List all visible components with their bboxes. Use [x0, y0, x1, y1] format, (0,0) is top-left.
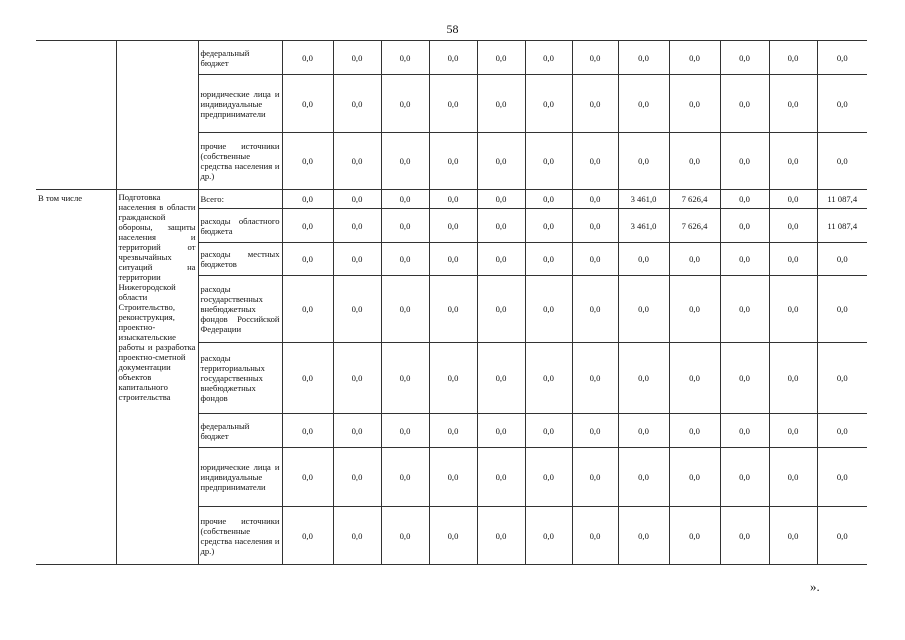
value-cell: 0,0: [720, 41, 769, 75]
value-cell: 0,0: [720, 133, 769, 190]
value-cell: 0,0: [817, 343, 867, 414]
value-cell: 11 087,4: [817, 209, 867, 243]
funding-source-cell: юридические лица и индивидуальные предприниматели: [198, 75, 282, 133]
value-cell: 0,0: [525, 448, 572, 507]
value-cell: 0,0: [572, 448, 618, 507]
measure-cell: Подготовка населения в области гражданской обороны, защиты населения и территорий от чрезвычайных ситуаций на территории Нижегородской области Строительство, реконструкция, проектно-изыскательские работы и разработка проектно-сметной документации объектов капитального строительства: [116, 190, 198, 565]
value-cell: 0,0: [282, 75, 333, 133]
value-cell: 0,0: [381, 41, 429, 75]
value-cell: 0,0: [381, 190, 429, 209]
value-cell: 0,0: [333, 414, 381, 448]
value-cell: 0,0: [720, 75, 769, 133]
value-cell: 0,0: [333, 448, 381, 507]
value-cell: 0,0: [669, 507, 720, 565]
value-cell: 3 461,0: [618, 190, 669, 209]
value-cell: 0,0: [769, 448, 817, 507]
value-cell: 0,0: [381, 209, 429, 243]
value-cell: 0,0: [720, 507, 769, 565]
value-cell: 0,0: [769, 209, 817, 243]
value-cell: 0,0: [720, 414, 769, 448]
value-cell: 0,0: [817, 507, 867, 565]
value-cell: 0,0: [769, 133, 817, 190]
value-cell: 0,0: [720, 243, 769, 276]
value-cell: 0,0: [720, 448, 769, 507]
value-cell: 0,0: [429, 133, 477, 190]
value-cell: 0,0: [669, 343, 720, 414]
value-cell: 0,0: [333, 243, 381, 276]
value-cell: 0,0: [333, 209, 381, 243]
value-cell: 0,0: [720, 209, 769, 243]
funding-source-cell: прочие источники (собственные средства населения и др.): [198, 507, 282, 565]
value-cell: 0,0: [429, 243, 477, 276]
value-cell: 0,0: [618, 133, 669, 190]
value-cell: 0,0: [381, 343, 429, 414]
value-cell: 0,0: [477, 276, 525, 343]
value-cell: 0,0: [381, 414, 429, 448]
value-cell: 0,0: [572, 133, 618, 190]
funding-table: [36, 40, 867, 565]
value-cell: 0,0: [669, 243, 720, 276]
value-cell: 0,0: [477, 133, 525, 190]
value-cell: 0,0: [669, 75, 720, 133]
value-cell: 0,0: [669, 133, 720, 190]
value-cell: 3 461,0: [618, 209, 669, 243]
value-cell: 0,0: [618, 507, 669, 565]
value-cell: 0,0: [769, 190, 817, 209]
funding-source-cell: юридические лица и индивидуальные предприниматели: [198, 448, 282, 507]
value-cell: 0,0: [477, 75, 525, 133]
value-cell: 0,0: [525, 133, 572, 190]
value-cell: 0,0: [618, 414, 669, 448]
value-cell: 0,0: [769, 414, 817, 448]
value-cell: 0,0: [572, 414, 618, 448]
value-cell: 0,0: [525, 75, 572, 133]
value-cell: 0,0: [618, 75, 669, 133]
category-cell: В том числе: [36, 190, 116, 565]
value-cell: 0,0: [477, 41, 525, 75]
value-cell: 0,0: [477, 343, 525, 414]
value-cell: 0,0: [429, 276, 477, 343]
measure-cell: [116, 41, 198, 190]
value-cell: 0,0: [769, 243, 817, 276]
value-cell: 0,0: [769, 75, 817, 133]
funding-source-cell: расходы областного бюджета: [198, 209, 282, 243]
value-cell: 0,0: [669, 41, 720, 75]
funding-source-cell: прочие источники (собственные средства населения и др.): [198, 133, 282, 190]
funding-source-cell: федеральный бюджет: [198, 414, 282, 448]
funding-source-cell: расходы местных бюджетов: [198, 243, 282, 276]
value-cell: 0,0: [282, 209, 333, 243]
value-cell: 0,0: [572, 243, 618, 276]
value-cell: 0,0: [817, 41, 867, 75]
value-cell: 0,0: [572, 276, 618, 343]
value-cell: 0,0: [429, 190, 477, 209]
value-cell: 7 626,4: [669, 190, 720, 209]
value-cell: 0,0: [477, 190, 525, 209]
value-cell: 11 087,4: [817, 190, 867, 209]
value-cell: 0,0: [282, 41, 333, 75]
main-block-row: [36, 190, 867, 209]
value-cell: 0,0: [477, 414, 525, 448]
value-cell: 0,0: [769, 507, 817, 565]
funding-source-cell: Всего:: [198, 190, 282, 209]
value-cell: 0,0: [429, 209, 477, 243]
value-cell: 0,0: [282, 507, 333, 565]
value-cell: 0,0: [381, 507, 429, 565]
value-cell: 0,0: [572, 343, 618, 414]
value-cell: 0,0: [333, 276, 381, 343]
value-cell: 0,0: [720, 190, 769, 209]
value-cell: 0,0: [381, 243, 429, 276]
value-cell: 0,0: [769, 276, 817, 343]
value-cell: 0,0: [525, 507, 572, 565]
value-cell: 0,0: [817, 276, 867, 343]
value-cell: 0,0: [333, 343, 381, 414]
value-cell: 0,0: [769, 41, 817, 75]
value-cell: 0,0: [720, 343, 769, 414]
value-cell: 0,0: [282, 448, 333, 507]
value-cell: 0,0: [572, 507, 618, 565]
value-cell: 0,0: [572, 190, 618, 209]
value-cell: 0,0: [525, 414, 572, 448]
value-cell: 0,0: [429, 507, 477, 565]
value-cell: 0,0: [618, 41, 669, 75]
value-cell: 0,0: [817, 133, 867, 190]
value-cell: 0,0: [720, 276, 769, 343]
value-cell: 0,0: [525, 41, 572, 75]
value-cell: 0,0: [333, 75, 381, 133]
value-cell: 0,0: [282, 414, 333, 448]
value-cell: 0,0: [282, 276, 333, 343]
value-cell: 7 626,4: [669, 209, 720, 243]
value-cell: 0,0: [282, 243, 333, 276]
value-cell: 0,0: [817, 448, 867, 507]
value-cell: 0,0: [669, 448, 720, 507]
value-cell: 0,0: [618, 243, 669, 276]
value-cell: 0,0: [669, 414, 720, 448]
closing-quote-mark: ».: [810, 579, 820, 594]
value-cell: 0,0: [769, 343, 817, 414]
value-cell: 0,0: [429, 448, 477, 507]
value-cell: 0,0: [429, 75, 477, 133]
value-cell: 0,0: [381, 133, 429, 190]
value-cell: 0,0: [618, 448, 669, 507]
value-cell: 0,0: [282, 133, 333, 190]
value-cell: 0,0: [333, 41, 381, 75]
value-cell: 0,0: [333, 133, 381, 190]
category-cell: [36, 41, 116, 190]
value-cell: 0,0: [817, 243, 867, 276]
value-cell: 0,0: [282, 190, 333, 209]
value-cell: 0,0: [817, 75, 867, 133]
value-cell: 0,0: [333, 190, 381, 209]
value-cell: 0,0: [618, 276, 669, 343]
page-number: 58: [446, 22, 459, 36]
value-cell: 0,0: [381, 276, 429, 343]
value-cell: 0,0: [381, 448, 429, 507]
value-cell: 0,0: [572, 75, 618, 133]
value-cell: 0,0: [525, 190, 572, 209]
value-cell: 0,0: [477, 243, 525, 276]
funding-source-cell: федеральный бюджет: [198, 41, 282, 75]
value-cell: 0,0: [572, 41, 618, 75]
value-cell: 0,0: [817, 414, 867, 448]
value-cell: 0,0: [618, 343, 669, 414]
funding-source-cell: расходы государственных внебюджетных фондов Российской Федерации: [198, 276, 282, 343]
value-cell: 0,0: [477, 448, 525, 507]
value-cell: 0,0: [282, 343, 333, 414]
funding-source-cell: расходы территориальных государственных внебюджетных фондов: [198, 343, 282, 414]
value-cell: 0,0: [525, 243, 572, 276]
value-cell: 0,0: [525, 343, 572, 414]
value-cell: 0,0: [381, 75, 429, 133]
value-cell: 0,0: [525, 209, 572, 243]
value-cell: 0,0: [477, 209, 525, 243]
value-cell: 0,0: [429, 41, 477, 75]
top-block-row: [36, 41, 867, 75]
value-cell: 0,0: [477, 507, 525, 565]
value-cell: 0,0: [525, 276, 572, 343]
value-cell: 0,0: [333, 507, 381, 565]
value-cell: 0,0: [429, 343, 477, 414]
value-cell: 0,0: [429, 414, 477, 448]
value-cell: 0,0: [572, 209, 618, 243]
value-cell: 0,0: [669, 276, 720, 343]
